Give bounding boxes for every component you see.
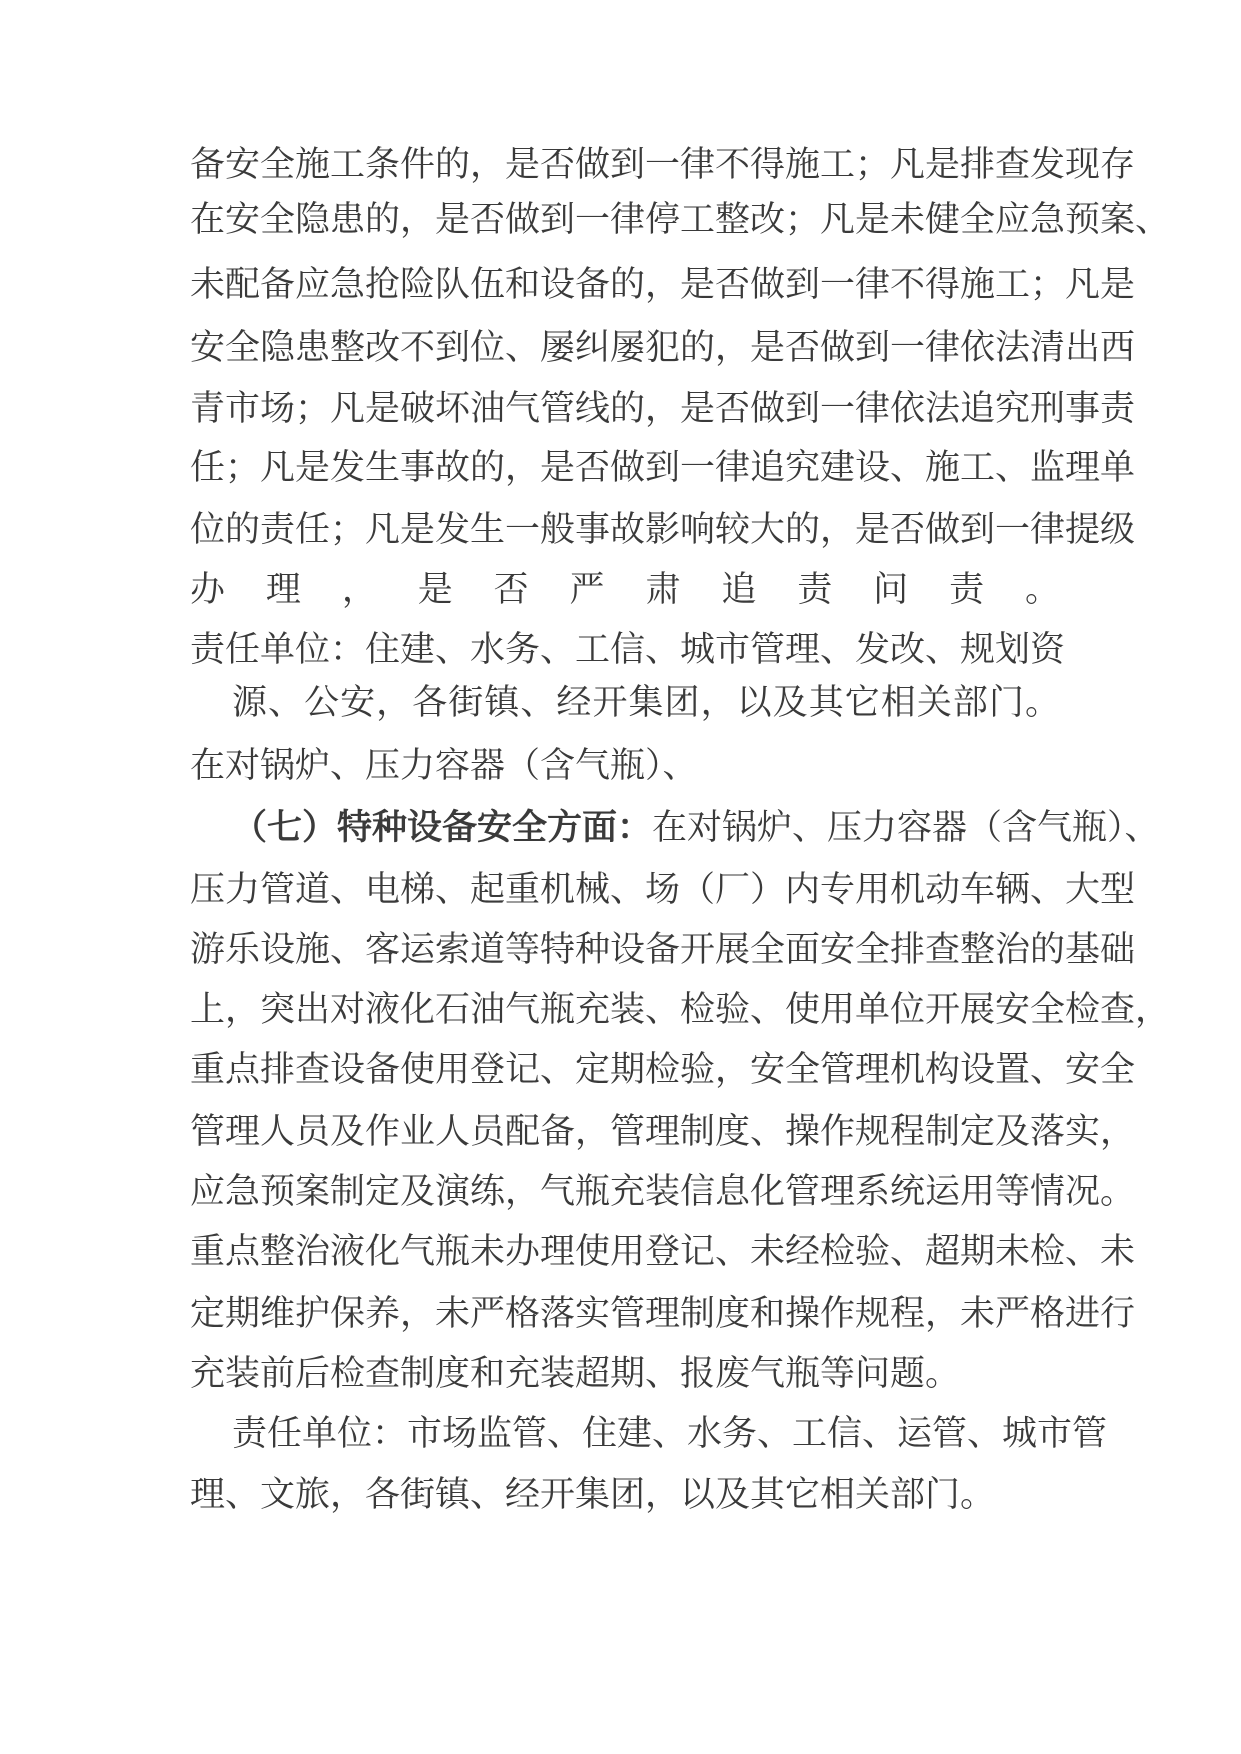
paragraph-line-5: 青市场；凡是破坏油气管线的，是否做到一律依法追究刑事责	[190, 389, 1136, 429]
section-heading-line	[232, 807, 1160, 848]
paragraph-line-15: 应急预案制定及演练，气瓶充装信息化管理系统运用等情况。	[190, 1172, 1136, 1212]
responsible-units-line-3: 责任单位：市场监管、住建、水务、工信、运管、城市管	[232, 1414, 1108, 1454]
paragraph-line-7: 位的责任；凡是发生一般事故影响较大的，是否做到一律提级	[190, 510, 1136, 550]
paragraph-line-17: 定期维护保养，未严格落实管理制度和操作规程，未严格进行	[190, 1294, 1136, 1334]
paragraph-line-12: 上，突出对液化石油气瓶充装、检验、使用单位开展安全检查，	[190, 990, 1171, 1030]
paragraph-line-10: 压力管道、电梯、起重机械、场（厂）内专用机动车辆、大型	[190, 870, 1136, 910]
paragraph-line-2: 在安全隐患的，是否做到一律停工整改；凡是未健全应急预案、	[190, 200, 1171, 240]
section-heading: （七）特种设备安全方面：	[232, 807, 653, 848]
paragraph-line-13: 重点排查设备使用登记、定期检验，安全管理机构设置、安全	[190, 1050, 1136, 1090]
section-heading-tail: 在对锅炉、压力容器（含气瓶）、	[652, 808, 1160, 848]
paragraph-line-6: 任；凡是发生事故的，是否做到一律追究建设、施工、监理单	[190, 448, 1136, 488]
paragraph-line-3: 未配备应急抢险队伍和设备的，是否做到一律不得施工；凡是	[190, 265, 1136, 305]
paragraph-line-16: 重点整治液化气瓶未办理使用登记、未经检验、超期未检、未	[190, 1232, 1136, 1272]
responsible-units-line-1: 源、公安，各街镇、经开集团，以及其它相关部门。	[232, 683, 1060, 723]
paragraph-line-18: 充装前后检查制度和充装超期、报废气瓶等问题。	[190, 1354, 961, 1394]
paragraph-line-9: 责任单位：住建、水务、工信、城市管理、发改、规划资	[190, 630, 1066, 670]
responsible-units-line-4: 理、文旅，各街镇、经开集团，以及其它相关部门。	[190, 1475, 996, 1515]
paragraph-line-14: 管理人员及作业人员配备，管理制度、操作规程制定及落实，	[190, 1112, 1136, 1152]
paragraph-line-4: 安全隐患整改不到位、屡纠屡犯的，是否做到一律依法清出西	[190, 328, 1136, 368]
paragraph-line-1: 备安全施工条件的，是否做到一律不得施工；凡是排查发现存	[190, 145, 1136, 185]
paragraph-line-8: 办理，是否严肃追责问责。	[190, 570, 1060, 610]
paragraph-line-11: 游乐设施、客运索道等特种设备开展全面安全排查整治的基础	[190, 930, 1136, 970]
responsible-units-line-2: 在对锅炉、压力容器（含气瓶）、	[190, 746, 698, 786]
